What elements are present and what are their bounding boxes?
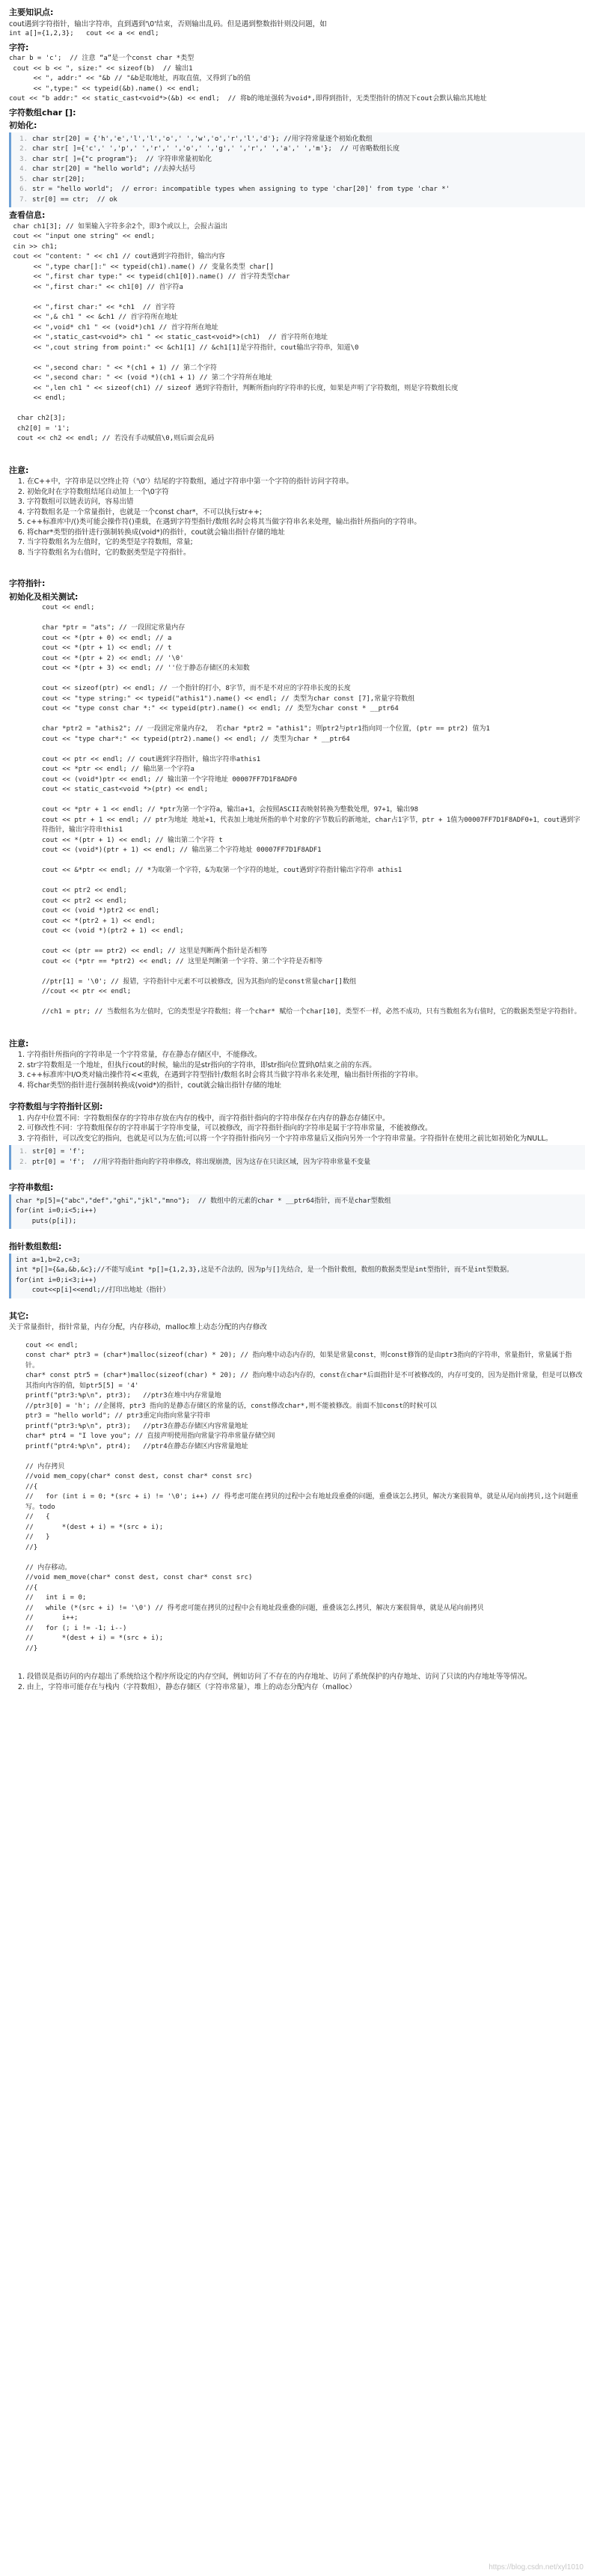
code-line: // while (*(src + i) != '\0') // 得考虑可能在拷贝的过程中会有地址段重叠的问题，重叠该怎么拷贝，解决方案很简单，就是从尾向前拷贝 bbox=[25, 1604, 484, 1612]
list-item: 2. 由上，字符串可能存在与栈内（字符数组），静态存储区（字符串常量），堆上的动态分配内存（malloc） bbox=[27, 1682, 585, 1693]
code-text: char str[ ]={"c program"}; // 字符串常量初始化 bbox=[32, 155, 212, 163]
code-line: // *(dest + i) = *(src + i); bbox=[25, 1523, 164, 1531]
code-line: cout << ptr2 << endl; bbox=[42, 887, 127, 894]
list-item: 1. 段错误是指访问的内存超出了系统给这个程序所设定的内存空间，例如访问了不存在的内存地址、访问了系统保护的内存地址、访问了只读的内存地址等等情况。 bbox=[27, 1672, 585, 1682]
code-line: for(int i=0;i<5;i++) bbox=[16, 1207, 97, 1215]
code-line: // 内存移动。 bbox=[25, 1563, 72, 1572]
code-line: char *p[5]={"abc","def","ghi","jkl","mno"}; // 数组中的元素的char * __ptr64指针，而不是char型数组 bbox=[16, 1197, 391, 1205]
line-number: 2. bbox=[19, 145, 28, 153]
code-line: // i++; bbox=[25, 1614, 79, 1622]
list-item: 2. 初始化时在字符数组结尾自动加上一个\0字符 bbox=[27, 487, 585, 498]
code-line bbox=[16, 1147, 581, 1158]
char-array-init-code bbox=[9, 132, 585, 208]
code-line: char ch2[3]; bbox=[9, 415, 66, 422]
code-line bbox=[42, 614, 585, 624]
code-text: ptr[0] = 'f'; //用字符指针指向的字符串修改，将出现崩溃，因为这存在只读区域，因为字符串常量不变量 bbox=[32, 1158, 371, 1166]
code-line: cout << *(ptr + 1) << endl; // t bbox=[42, 644, 172, 652]
code-text: char str[20] = "hello world"; //去掉大括号 bbox=[32, 165, 196, 173]
code-text: char str[ ]={'c',' ','p',' ','r',' ','o',' ','g',' ','r',' ','a',' ','m'}; // 可省略数组长度 bbox=[32, 145, 400, 153]
code-line bbox=[42, 796, 585, 806]
diff-code bbox=[9, 1145, 585, 1170]
code-line: cout << &*ptr << endl; // *为取第一个字符，&为取第一个字符的地址，cout遇到字符指针输出字符串 athis1 bbox=[42, 867, 402, 874]
notes-list-1 bbox=[9, 477, 585, 558]
code-line: cout << (void*)(ptr + 1) << endl; // 输出第二个字符地址 00007FF7D1F8ADF1 bbox=[42, 846, 322, 854]
string-array-code bbox=[9, 1194, 585, 1230]
code-line: for(int i=0;i<3;i++) bbox=[16, 1276, 97, 1284]
code-line: << ",static_cast<void*> ch1 " << static_cast<void*>(ch1) // 首字符所在地址 bbox=[9, 334, 328, 341]
code-line bbox=[16, 165, 581, 175]
code-line: char* ptr4 = "I love you"; // 直接声明使用指向常量字符串常量存储空间 bbox=[25, 1432, 275, 1440]
code-line: char *ptr2 = "athis2"; // 一段固定常量内存2， 若char *ptr2 = "athis1"; 则ptr2与ptr1指向同一个位置，(ptr == ptr2) 值为1 bbox=[42, 725, 490, 733]
code-line: //ptr3[0] = 'h'; //企图将，ptr3 指向的是静态存储区的常量的话，const修改char*,则不能被修改。前面不加const的时候可以 bbox=[25, 1402, 437, 1410]
code-line bbox=[16, 1158, 581, 1168]
code-line bbox=[42, 937, 585, 947]
list-item: 2. str字符数组是一个地址，但执行cout的时候，输出的是str指向的字符串，即str指向位置到\0结束之前的东西。 bbox=[27, 1060, 585, 1071]
code-line: cout << endl; bbox=[25, 1341, 79, 1349]
code-line: printf("ptr3:%p\n", ptr3); //ptr3在静态存储区内容常量地址 bbox=[25, 1422, 248, 1430]
other-code bbox=[9, 1341, 585, 1655]
code-line bbox=[42, 745, 585, 755]
list-item: 3. 字符数组可以链表访问，容易出错 bbox=[27, 497, 585, 507]
list-item: 6. 将char*类型的指针进行强制转换成(void*)的指针，cout就会输出指针存储的地址 bbox=[27, 528, 585, 538]
code-line: cout << *(ptr + 2) << endl; // '\0' bbox=[42, 654, 184, 662]
code-line bbox=[42, 715, 585, 725]
code-line: // for (; i != -1; i--) bbox=[25, 1624, 127, 1632]
code-line bbox=[42, 876, 585, 887]
code-line: int a=1,b=2,c=3; bbox=[16, 1256, 81, 1264]
list-item: 1. 内存中位置不同：字符数组保存的字符串存放在内存的栈中，而字符指针指向的字符串保存在内存的静态存储区中。 bbox=[27, 1114, 585, 1124]
code-line: cin >> ch1; bbox=[9, 242, 58, 251]
section-title-char-pointer: 字符指针: bbox=[9, 579, 46, 588]
code-line: ch2[0] = '1'; bbox=[9, 424, 70, 433]
code-line: ptr3 = "hello world"; // ptr3重定向指向常量字符串 bbox=[25, 1412, 211, 1420]
list-item: 7. 当字符数组名为左值时，它的类型是字符数组，常量; bbox=[27, 537, 585, 548]
intro-code: int a[]={1,2,3}; cout << a << endl; bbox=[9, 30, 159, 37]
list-item: 4. 将char类型的指针进行强制转换成(void*)的指针，cout就会输出指针存储的地址 bbox=[27, 1081, 585, 1091]
list-item: 4. 字符数组名是一个常量指针，也就是一个const char*，不可以执行str++; bbox=[27, 507, 585, 518]
code-line bbox=[16, 175, 581, 186]
code-line: << ",len ch1 " << sizeof(ch1) // sizeof 遇到字符指针，判断所指向的字符串的长度，如果是声明了字符数组，则是字符数组长度 bbox=[9, 384, 459, 392]
code-line bbox=[16, 195, 581, 206]
code-line: // for (int i = 0; *(src + i) != '\0'; i++) // 得考虑可能在拷贝的过程中会有地址段重叠的问题，重叠该怎么拷贝，解决方案很简单，就是从尾向前拷贝,这个问题重写。todo bbox=[25, 1493, 578, 1511]
notes-list-2 bbox=[9, 1050, 585, 1090]
intro-text: cout遇到字符指针，输出字符串，直到遇到'\0'结束，否则输出乱码。但是遇到整数指针则没问题，如 bbox=[9, 19, 327, 28]
code-line: << ", addr:" << "&b // "&b是取地址，再取直值，又得到了b的值 bbox=[9, 75, 251, 82]
code-line: << ",second char: " << (void *)(ch1 + 1) // 第二个字符所在地址 bbox=[9, 374, 272, 382]
code-line bbox=[42, 967, 585, 977]
code-line bbox=[9, 353, 585, 364]
code-line bbox=[25, 1553, 585, 1563]
code-line: << ",first char:" << *ch1 // 首字符 bbox=[9, 303, 176, 311]
code-line: cout << ch2 << endl; // 若没有手动赋值\0,则后面会乱码 bbox=[9, 435, 215, 442]
other-intro: 关于常量指针，指针常量，内存分配，内存移动，malloc堆上动态分配的内存修改 bbox=[9, 1323, 267, 1331]
code-line: << ",cout string from point:" << &ch1[1] // &ch1[1]是字符指针，cout输出字符串，知道\0 bbox=[9, 344, 359, 352]
code-line: // 内存拷贝 bbox=[25, 1462, 65, 1471]
code-line: // *(dest + i) = *(src + i); bbox=[25, 1635, 164, 1642]
code-line: << ",type:" << typeid(&b).name() << endl; bbox=[9, 85, 200, 93]
code-line: cout << endl; bbox=[42, 604, 95, 611]
char-pointer-code bbox=[9, 603, 585, 1018]
code-line: //} bbox=[25, 1644, 38, 1652]
code-line bbox=[25, 1452, 585, 1462]
list-item: 1. 字符指针所指向的字符串是一个字符常量，存在静态存储区中，不能修改。 bbox=[27, 1050, 585, 1060]
code-text: char str[20]; bbox=[32, 175, 85, 183]
code-line: << ",first char:" << ch1[0] // 首字符a bbox=[9, 283, 183, 291]
code-line: cout << (void *)ptr2 << endl; bbox=[42, 907, 160, 915]
section-title-other: 其它: bbox=[9, 1310, 29, 1321]
code-line: // } bbox=[25, 1533, 50, 1541]
code-line: //void mem_move(char* const dest, const char* const src) bbox=[25, 1574, 253, 1581]
code-line: cout<<p[i]<<endl;//打印出地址（指针） bbox=[16, 1287, 170, 1294]
code-text: str[0] = 'f'; bbox=[32, 1148, 85, 1156]
code-line: char* const ptr5 = (char*)malloc(sizeof(char) * 20); // 指向堆中动态内存的，const在char*后面指针是不可被修改的，内存可变的，因为是指针常量，但是可以修改其指向内容的值，如ptr5[5] = '4' bbox=[25, 1372, 583, 1390]
section-title-key-points: 主要知识点: bbox=[9, 7, 54, 17]
code-line bbox=[42, 674, 585, 685]
line-number: 1. bbox=[19, 135, 28, 143]
code-line: printf("ptr3:%p\n", ptr3); //ptr3在堆中内存常量地 bbox=[25, 1392, 221, 1400]
code-line: cout << *(ptr2 + 1) << endl; bbox=[42, 917, 156, 925]
code-line bbox=[16, 185, 581, 195]
final-notes-list bbox=[9, 1672, 585, 1692]
code-line: int *p[]={&a,&b,&c};//不能写成int *p[]={1,2,3},这是不合法的，因为p与[]先结合，是一个指针数组，数组的数据类型是int型指针，而不是int型数据。 bbox=[16, 1266, 514, 1274]
list-item: 5. c++标准库中/()类可能会操作符()重载，在遇到字符型指针/数组名时会将其当做字符串名来处理，输出指针所指向的字符串。 bbox=[27, 517, 585, 528]
section-title-notes-2: 注意: bbox=[9, 1038, 29, 1049]
diff-list bbox=[9, 1114, 585, 1144]
code-line: //} bbox=[25, 1543, 38, 1551]
code-line: cout << *ptr + 1 << endl; // *ptr为第一个字符a，输出a+1，会按照ASCII表映射转换为整数处理，97+1，输出98 bbox=[42, 806, 419, 814]
section-title-char: 字符: bbox=[9, 42, 29, 52]
code-line: puts(p[i]); bbox=[16, 1217, 77, 1225]
code-line: << ",first char type:" << typeid(ch1[0]).name() // 首字符类型char bbox=[9, 273, 290, 281]
code-text: str = "hello world"; // error: incompatible types when assigning to type 'char[20]' from type 'char *' bbox=[32, 186, 450, 193]
list-item: 1. 在C++中，字符串是以空终止符（'\0'）结尾的字符数组，通过字符串中第一个字符的指针访问字符串。 bbox=[27, 477, 585, 487]
subsection-init: 初始化: bbox=[9, 120, 37, 130]
line-number: 5. bbox=[19, 175, 28, 183]
code-line: << ",type char[]:" << typeid(ch1).name() // 变量名类型 char[] bbox=[9, 263, 274, 271]
code-line: << endl; bbox=[9, 394, 66, 402]
code-line: cout << "input one string" << endl; bbox=[9, 233, 156, 240]
code-line: char *ptr = "ats"; // 一段固定常量内存 bbox=[42, 624, 186, 632]
list-item: 8. 当字符数组名为右值时，它的数据类型是字符指针。 bbox=[27, 548, 585, 558]
code-line: // int i = 0; bbox=[25, 1594, 87, 1602]
section-title-pointer-array: 指针数组数组: bbox=[9, 1242, 62, 1251]
line-number: 1. bbox=[19, 1148, 28, 1156]
subsection-view-info: 查看信息: bbox=[9, 210, 46, 220]
line-number: 6. bbox=[19, 186, 28, 193]
watermark: https://blog.csdn.net/xyl1010 bbox=[489, 2563, 584, 2572]
line-number: 7. bbox=[19, 195, 28, 204]
code-line: printf("ptr4:%p\n", ptr4); //ptr4在静态存储区内容常量地址 bbox=[25, 1442, 248, 1450]
code-line: cout << "content: " << ch1 // cout遇到字符指针，输出内容 bbox=[9, 253, 225, 260]
code-line: cout << sizeof(ptr) << endl; // 一个指针的打小，8字节，而不是不对应的字符串长度的长度 bbox=[42, 685, 351, 692]
code-line: << ",void* ch1 " << (void*)ch1 // 首字符所在地址 bbox=[9, 323, 218, 332]
code-line: char b = 'c'; // 注意 “a”是一个const char *类型 bbox=[9, 55, 195, 62]
code-line bbox=[16, 144, 581, 155]
code-line: cout << "type const char *:" << typeid(ptr).name() << endl; // 类型为char const * __ptr64 bbox=[42, 705, 399, 712]
code-line: const char* ptr3 = (char*)malloc(sizeof(char) * 20); // 指向堆中动态内存的，如果是常量const，则const修饰的是由ptr3指向的字符串，常量指针，常量属于指针。 bbox=[25, 1352, 572, 1370]
document bbox=[9, 4, 585, 1692]
code-line: cout << (ptr == ptr2) << endl; // 这里是判断两个指针是否相等 bbox=[42, 947, 268, 955]
section-title-string-array: 字符串数组: bbox=[9, 1182, 54, 1192]
section-title-char-array: 字符数组char []: bbox=[9, 107, 76, 117]
code-line: cout << (*ptr == *ptr2) << endl; // 这里是判断第一个字符、第二个字符是否相等 bbox=[42, 957, 323, 965]
section-title-diff: 字符数组与字符指针区别: bbox=[9, 1102, 103, 1111]
code-line: cout << *(ptr + 3) << endl; // ''位于静态存储区的未知数 bbox=[42, 665, 250, 672]
code-line bbox=[42, 998, 585, 1008]
subsection-pointer-tests: 初始化及相关测试: bbox=[9, 591, 79, 602]
line-number: 4. bbox=[19, 165, 28, 173]
line-number: 2. bbox=[19, 1158, 28, 1166]
section-title-notes-1: 注意: bbox=[9, 465, 29, 475]
code-line: //cout << ptr << endl; bbox=[42, 988, 132, 995]
code-line bbox=[42, 856, 585, 867]
code-line: //ch1 = ptr; // 当数组名为左值时，它的类型是字符数组；将一个char* 赋给一个char[10]，类型不一样，必然不成功，只有当数组名为右值时，它的数据类型是字符指针。 bbox=[42, 1008, 581, 1016]
list-item: 3. c++标准库中I/O类对输出操作符<<重载，在遇到字符型指针/数组名时会将其当做字符串名来处理，输出指针所指的字符串。 bbox=[27, 1070, 585, 1081]
code-line: // { bbox=[25, 1513, 50, 1521]
code-line: cout << *(ptr + 1) << endl; // 输出第二个字符 t bbox=[42, 836, 223, 844]
code-line: << ",& ch1 " << &ch1 // 首字符所在地址 bbox=[9, 314, 178, 321]
code-line: cout << b << ", size:" << sizeof(b) // 输出1 bbox=[9, 64, 193, 73]
code-line: //ptr[1] = '\0'; // 报错，字符指针中元素不可以被修改，因为其指向的是const常量char[]数组 bbox=[42, 977, 356, 986]
code-line: << ",second char: " << *(ch1 + 1) // 第二个字符 bbox=[9, 364, 217, 372]
pointer-array-code bbox=[9, 1254, 585, 1298]
code-line: cout << *ptr << endl; // 输出第一个字符a bbox=[42, 766, 195, 773]
char-code-block bbox=[9, 54, 585, 105]
code-line bbox=[9, 293, 585, 303]
list-item: 2. 可修改性不同：字符数组保存的字符串属于字符串变量，可以被修改，而字符指针指向的字符串是属于字符串常量，不能被修改。 bbox=[27, 1123, 585, 1134]
code-line: cout << (void *)(ptr2 + 1) << endl; bbox=[42, 927, 184, 935]
code-line: cout << static_cast<void *>(ptr) << endl; bbox=[42, 786, 209, 793]
code-text: str[0] == ctr; // ok bbox=[32, 195, 117, 204]
code-line: cout << "type string:" << typeid("athis1").name() << endl; // 类型为char const [7],常量字符数组 bbox=[42, 695, 415, 703]
line-number: 3. bbox=[19, 155, 28, 163]
code-line: cout << ptr << endl; // cout遇到字符指针，输出字符串athis1 bbox=[42, 755, 261, 763]
code-line: cout << "b addr:" << static_cast<void*>(&b) << endl; // 将b的地址强转为void*,即得到指针，无类型指针的情况下cout会默认输出其地址 bbox=[9, 95, 487, 103]
code-line: cout << ptr + 1 << endl; // ptr为地址 地址+1，代表加上地址所指的单个对象的字节数后的新地址，char占1字节，ptr + 1值为00007FF7D1F8ADF0+1，cout遇到字符指针，输出字符串this1 bbox=[42, 816, 581, 834]
code-line: //void mem_copy(char* const dest, const char* const src) bbox=[25, 1473, 253, 1480]
list-item: 3. 字符指针，可以改变它的指向，也就是可以为左值;可以将一个字符指针指向另一个字符串常量后又指向另外一个字符串常量。字符指针在使用之前比如初始化为NULL。 bbox=[27, 1134, 585, 1144]
code-line bbox=[16, 135, 581, 145]
code-text: char str[20] = {'h','e','l','l','o',' ','w','o','r','l','d'}; //用字符常量逐个初始化数组 bbox=[32, 135, 373, 143]
code-line: //{ bbox=[25, 1483, 38, 1491]
code-line bbox=[16, 155, 581, 165]
code-line bbox=[9, 404, 585, 415]
code-line: cout << "type char*:" << typeid(ptr2).name() << endl; // 类型为char * __ptr64 bbox=[42, 735, 350, 743]
code-line: cout << *(ptr + 0) << endl; // a bbox=[42, 634, 172, 642]
code-line: char ch1[3]; // 如果输入字符多余2个，即3个或以上，会报古溢出 bbox=[9, 222, 227, 231]
view-info-code bbox=[9, 222, 585, 445]
code-line: cout << ptr2 << endl; bbox=[42, 897, 127, 905]
code-line: cout << (void*)ptr << endl; // 输出第一个字符地址 00007FF7D1F8ADF0 bbox=[42, 775, 298, 784]
code-line: //{ bbox=[25, 1584, 38, 1592]
